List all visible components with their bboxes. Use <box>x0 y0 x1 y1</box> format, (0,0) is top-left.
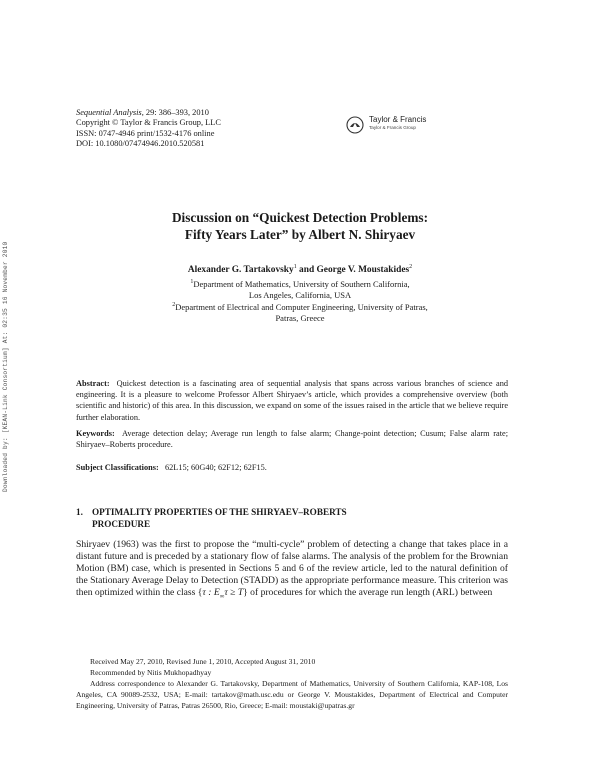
affiliation-1-text: Department of Mathematics, University of Southern California, <box>193 279 410 289</box>
journal-name: Sequential Analysis <box>76 108 142 117</box>
affiliation-1-line-1 <box>90 279 510 290</box>
publisher-tagline: Taylor & Francis Group <box>369 125 416 130</box>
section-heading <box>76 506 508 530</box>
author-1-affil-mark: 1 <box>293 263 297 270</box>
affiliations <box>90 279 510 324</box>
section-title-line-2: PROCEDURE <box>92 519 151 529</box>
author-2: George V. Moustakides <box>316 265 410 275</box>
copyright-line: Copyright © Taylor & Francis Group, LLC <box>76 118 221 128</box>
abstract-text: Quickest detection is a fascinating area of sequential analysis that spans across various branches of science and engineering. It is a pleasure to welcome Professor Albert Shiryaev’s article, which provides a comprehensive overview (both scientific and historic) of this area. In this discussion, we expand on some of the issues raised in the article that we believe require further elaboration. <box>76 379 508 422</box>
issn-line: ISSN: 0747-4946 print/1532-4176 online <box>76 128 215 138</box>
keywords <box>76 428 508 450</box>
publisher-emblem-icon <box>345 115 365 135</box>
body-paragraph <box>76 539 508 603</box>
author-conjunction: and <box>296 265 317 275</box>
subject-classifications <box>76 463 508 472</box>
affiliation-1-line-2: Los Angeles, California, USA <box>248 290 352 301</box>
body-main-text: Shiryaev (1963) was the first to propose the “multi-cycle” problem of detecting a change that takes place in a distant future and is preceded by a stationary flow of false alarms. The analysis of the problem for the Brownian Motion (BM) case, which is presented in Sections 5 and 6 of the review article, led to the natural definition of the Stationary Average Delay to Detection (STADD) as the appropriate performance measure. This criterion was then optimized within the <box>76 539 508 599</box>
publisher-logo <box>345 113 455 139</box>
footnote-address: Address correspondence to Alexander G. Tartakovsky, Department of Mathematics, University of Southern California, KAP-108, Los Angeles, CA 90089-2532, USA; E-mail: tartakov@math.usc.edu or George V. Moustakides, Department of Electrical and Computer Engineering, University of Patras, Patras 26500, Rio, Greece; E-mail: moustaki@upatras.gr <box>76 679 508 710</box>
body-math-1: τ : E <box>202 587 220 599</box>
footnote-recommended: Recommended by Nitis Mukhopadhyay <box>90 668 212 677</box>
body-math-sub: ∞ <box>219 593 225 601</box>
author-1: Alexander G. Tartakovsky <box>187 265 294 275</box>
subject-label: Subject Classifications: <box>76 463 159 472</box>
doi-line: DOI: 10.1080/07474946.2010.520581 <box>76 139 205 149</box>
affiliation-1-mark: 1 <box>190 279 194 286</box>
body-tail-end: } of procedures for which the average run length (ARL) between <box>243 587 493 599</box>
keywords-label: Keywords: <box>76 429 115 438</box>
title-line-1: Discussion on “Quickest Detection Problems: <box>171 210 429 225</box>
subject-codes: 62L15; 60G40; 62F12; 62F15. <box>164 463 267 472</box>
citation-details: , 29: 386–393, 2010 <box>141 108 209 117</box>
abstract <box>76 378 508 423</box>
abstract-label: Abstract: <box>76 379 110 388</box>
paper-title <box>90 209 510 243</box>
affiliation-2-mark: 2 <box>172 301 176 308</box>
title-line-2: Fifty Years Later” by Albert N. Shiryaev <box>184 227 416 242</box>
keywords-text: Average detection delay; Average run length to false alarm; Change-point detection; Cusum; False alarm rate; Shiryaev–Roberts procedure. <box>76 429 509 450</box>
footnote-received: Received May 27, 2010, Revised June 1, 2010, Accepted August 31, 2010 <box>90 657 316 666</box>
author-list <box>90 265 510 275</box>
affiliation-2-text: Department of Electrical and Computer Engineering, University of Patras, <box>175 301 428 312</box>
publisher-name: Taylor & Francis <box>369 115 427 124</box>
affiliation-2-line-2: Patras, Greece <box>275 312 325 323</box>
section-number: 1. <box>76 507 83 517</box>
download-watermark: Downloaded by: [KEAN-Link Consortium] At: 02:35 16 November 2010 <box>2 241 9 492</box>
body-tail-start: class { <box>176 587 203 599</box>
body-math-2: τ ≥ T <box>224 587 244 599</box>
author-2-affil-mark: 2 <box>409 263 413 270</box>
journal-citation <box>76 108 376 118</box>
section-title-line-1: OPTIMALITY PROPERTIES OF THE SHIRYAEV–ROBERTS <box>92 507 347 517</box>
footnote <box>76 656 508 711</box>
journal-header <box>76 108 376 150</box>
affiliation-2-line-1 <box>90 302 510 313</box>
